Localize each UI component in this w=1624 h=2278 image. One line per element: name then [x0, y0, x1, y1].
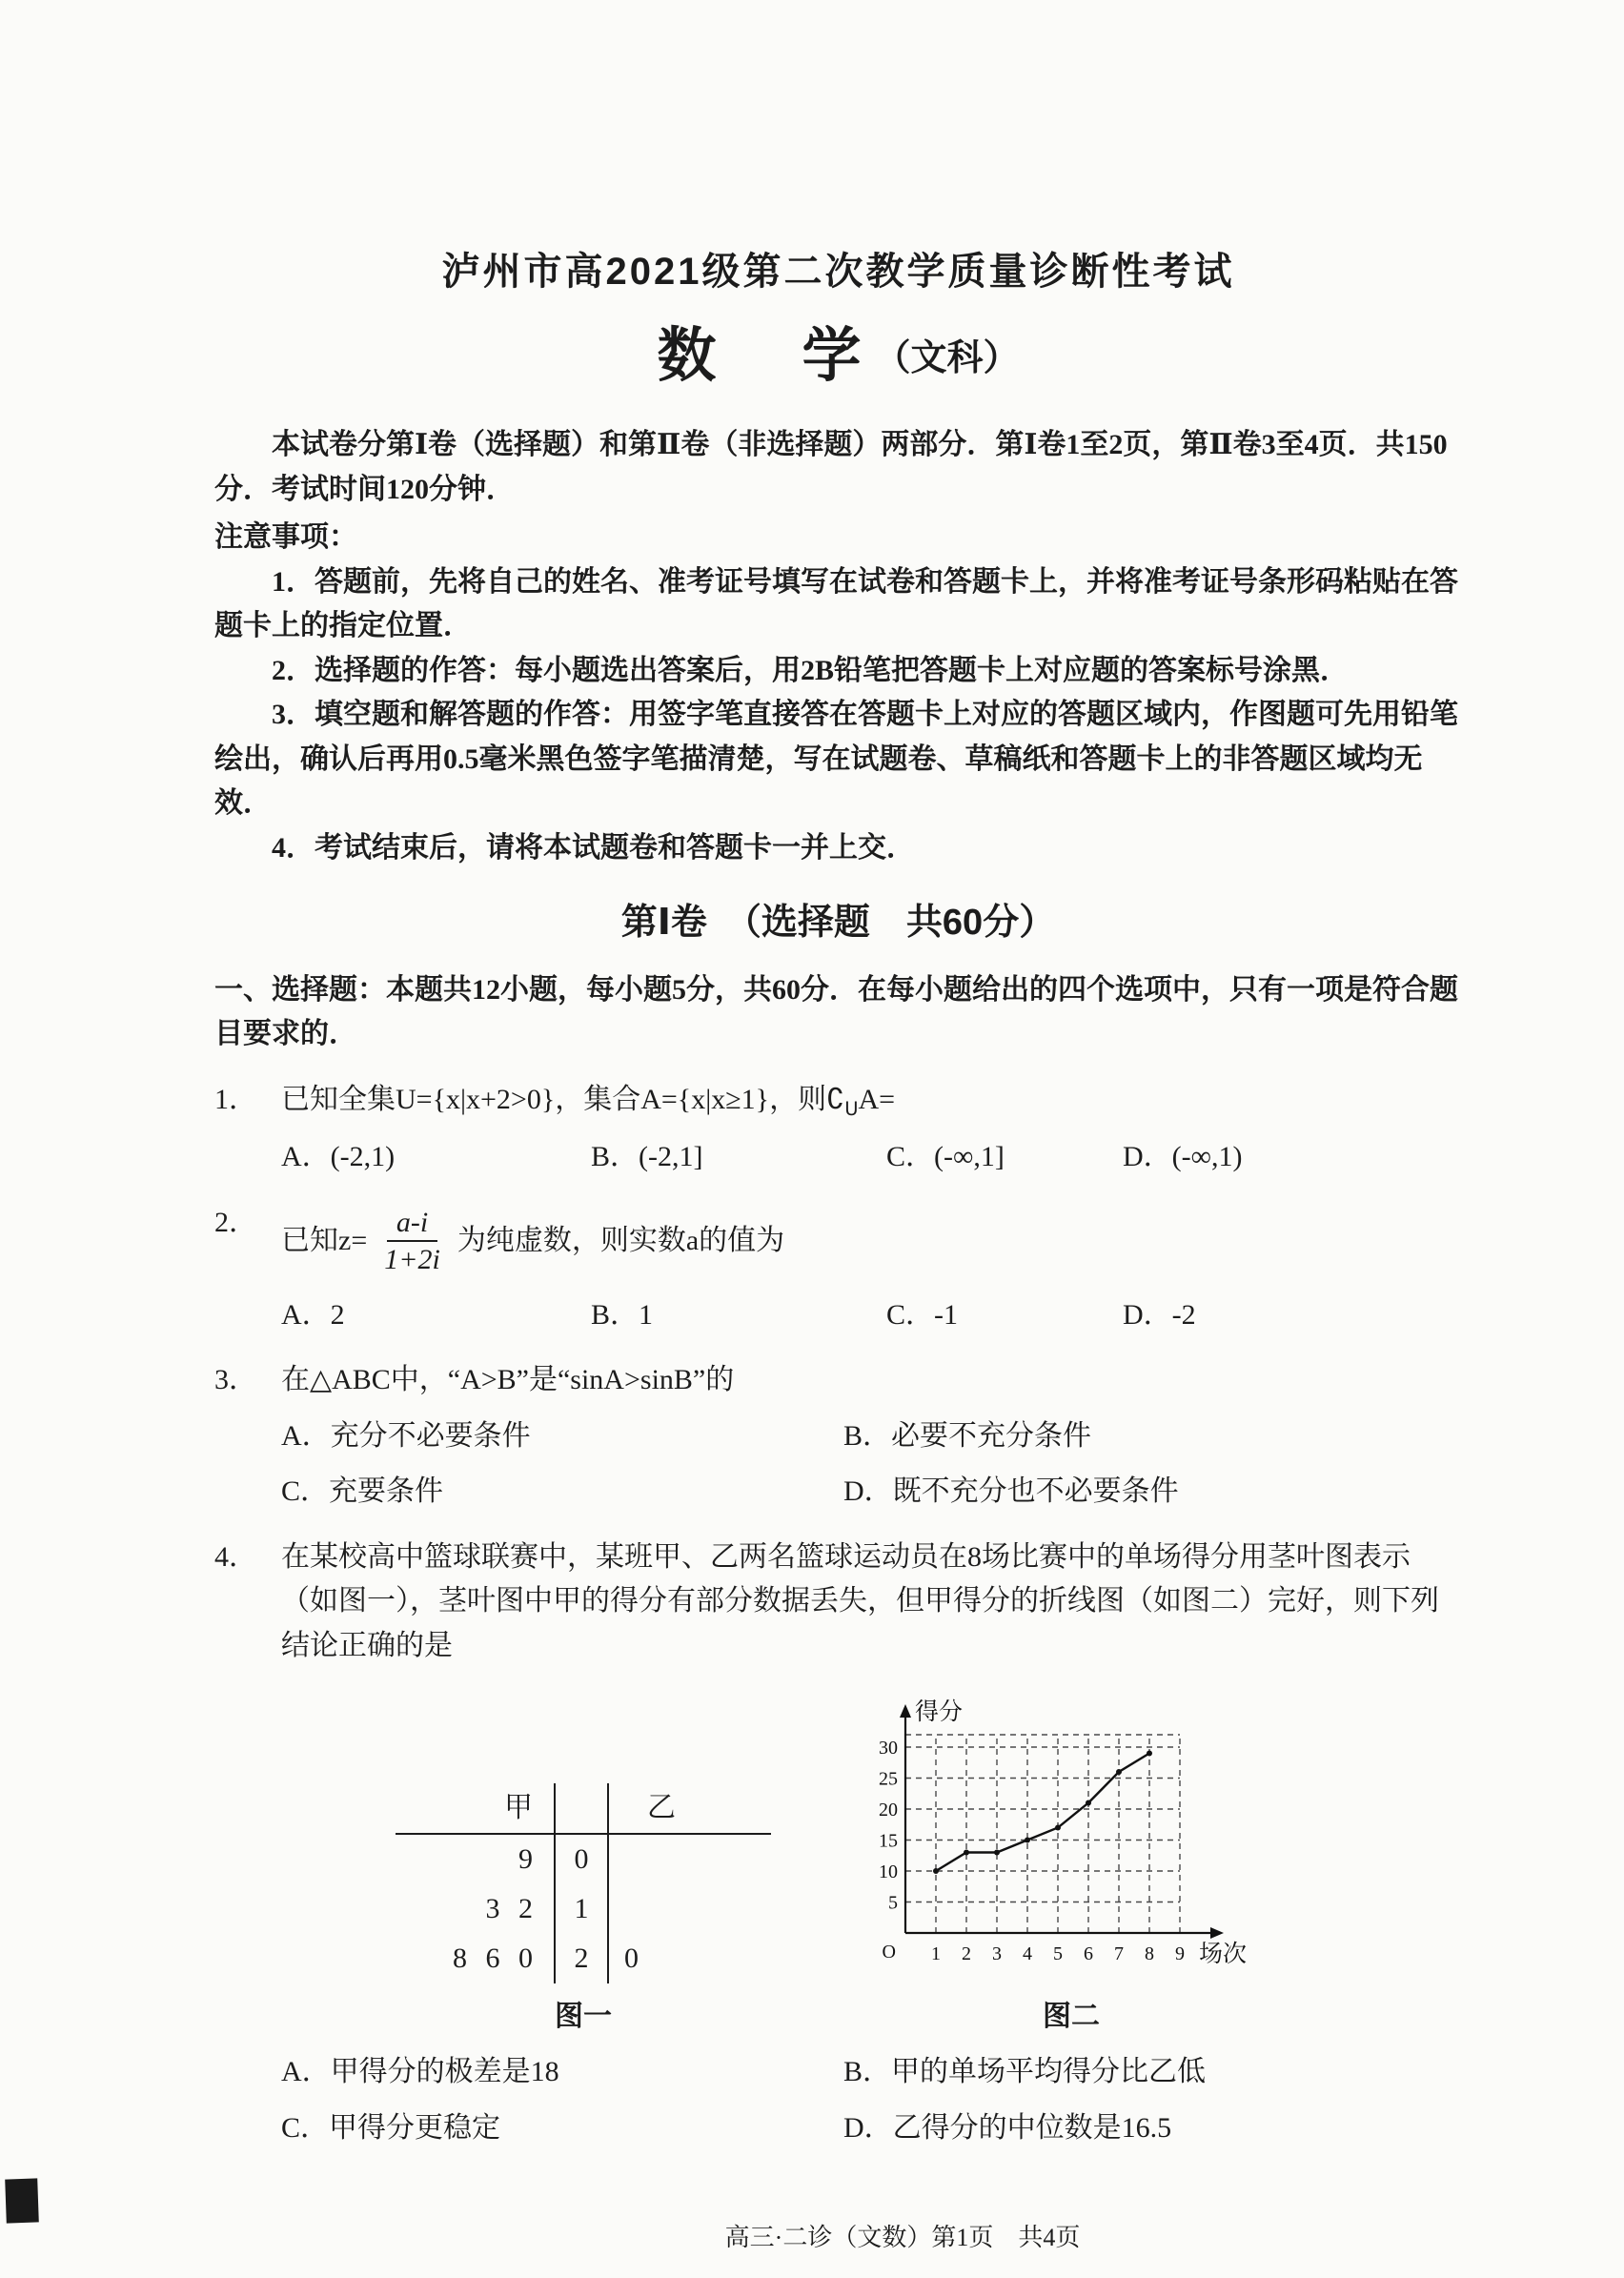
- question-4-stem: [281, 1536, 1462, 1669]
- svg-text:2: 2: [962, 1943, 971, 1965]
- stem-value: 2: [554, 1934, 609, 1983]
- svg-text:O: O: [882, 1942, 896, 1963]
- option-d: D．-2: [1123, 1298, 1196, 1331]
- question-4-options-row-2: [281, 2106, 1462, 2151]
- stem-leaf-header: [396, 1783, 771, 1835]
- question-2-options: [281, 1293, 1462, 1338]
- option-c: C．(-∞,1]: [886, 1141, 1005, 1173]
- question-2: [214, 1201, 1462, 1282]
- stem-text: A=: [858, 1083, 896, 1115]
- question-1-options: [281, 1135, 1462, 1180]
- option-b: B．甲的单场平均得分比乙低: [843, 2056, 1207, 2088]
- stem-leaf-row: [396, 1884, 771, 1934]
- question-2-stem: [281, 1201, 1462, 1282]
- svg-text:5: 5: [888, 1892, 898, 1914]
- option-a: A．(-2,1): [281, 1141, 396, 1173]
- notice-item-4: 4．考试结束后，请将本试题卷和答题卡一并上交．: [272, 831, 915, 864]
- exam-description: 本试卷分第Ⅰ卷（选择题）和第Ⅱ卷（非选择题）两部分．第Ⅰ卷1至2页，第Ⅱ卷3至4页．共150分．考试时间120分钟．: [214, 429, 1448, 505]
- question-3: [214, 1358, 1462, 1403]
- leaf-right: [609, 1884, 748, 1934]
- fraction: [375, 1205, 450, 1278]
- leaf-right: 0: [624, 1942, 639, 1974]
- option-c: C．-1: [886, 1298, 958, 1331]
- svg-text:25: 25: [879, 1768, 898, 1790]
- complement-glyph: ∁: [826, 1082, 845, 1116]
- question-3-stem: [281, 1358, 1462, 1403]
- svg-text:7: 7: [1114, 1943, 1124, 1965]
- svg-text:20: 20: [879, 1800, 898, 1821]
- svg-text:5: 5: [1053, 1943, 1063, 1965]
- svg-text:6: 6: [1084, 1943, 1093, 1965]
- question-4-number: 4．: [214, 1540, 257, 1573]
- subject-name: 数 学: [657, 323, 875, 389]
- option-a: A．充分不必要条件: [281, 1419, 531, 1452]
- svg-text:30: 30: [879, 1738, 898, 1759]
- svg-text:15: 15: [879, 1830, 898, 1852]
- question-4-figures: [396, 1683, 1462, 2039]
- line-chart-figure: [862, 1683, 1281, 2039]
- exam-title: 泸州市高2021级第二次教学质量诊断性考试: [441, 251, 1235, 293]
- stem-text: 已知全集U={x|x+2>0}，集合A={x|x≥1}，则: [281, 1083, 827, 1115]
- svg-text:3: 3: [992, 1943, 1002, 1965]
- question-3-options-row-1: [281, 1414, 1462, 1459]
- leaf-left: 9: [518, 1842, 538, 1875]
- notice-item-3: 3．填空题和解答题的作答：用签字笔直接答在答题卡上对应的答题区域内，作图题可先用铅笔绘出，确认后再用0.5毫米黑色签字笔描清楚，写在试题卷、草稿纸和答题卡上的非答题区域均无效．: [214, 699, 1458, 820]
- stem-leaf-figure: [396, 1783, 771, 2040]
- option-a: A．甲得分的极差是18: [281, 2056, 559, 2088]
- option-c: C．充要条件: [281, 1475, 444, 1508]
- svg-text:8: 8: [1145, 1943, 1154, 1965]
- option-d: D．乙得分的中位数是16.5: [843, 2111, 1172, 2144]
- option-d: D．既不充分也不必要条件: [843, 1475, 1179, 1508]
- leaf-left: 8 6 0: [453, 1942, 538, 1974]
- question-2-number: 2．: [214, 1206, 257, 1238]
- option-b: B．必要不充分条件: [843, 1419, 1092, 1452]
- page-footer: 高三·二诊（文数）第1页 共4页: [724, 2224, 1081, 2251]
- stem-leaf-plot: [396, 1783, 771, 1983]
- option-d: D．(-∞,1): [1123, 1141, 1243, 1173]
- stem-leaf-row: [396, 1835, 771, 1884]
- svg-text:得分: 得分: [915, 1699, 964, 1726]
- stem-text: 在△ABC中，“A>B”是“sinA>sinB”的: [281, 1364, 735, 1396]
- subject-line: [214, 311, 1462, 402]
- leaf-left: 3 2: [485, 1892, 538, 1924]
- scan-corner-mark: [5, 2178, 39, 2223]
- stem-value: 1: [554, 1884, 609, 1934]
- figure-1-caption: 图一: [555, 2000, 612, 2032]
- svg-text:9: 9: [1175, 1943, 1185, 1965]
- leaf-right: [609, 1835, 748, 1884]
- stem-leaf-header-right: 乙: [647, 1791, 676, 1823]
- option-a: A．2: [281, 1298, 345, 1331]
- question-1: [214, 1078, 1462, 1124]
- stem-value: 0: [554, 1835, 609, 1884]
- figure-2-caption: 图二: [1043, 2000, 1100, 2032]
- option-b: B．(-2,1]: [591, 1141, 703, 1173]
- complement-subscript: U: [844, 1097, 859, 1120]
- section-1-title: 第Ⅰ卷 （选择题 共60分）: [620, 903, 1056, 944]
- question-4-options-row-1: [281, 2050, 1462, 2095]
- svg-text:1: 1: [931, 1943, 941, 1965]
- option-c: C．甲得分更稳定: [281, 2111, 501, 2144]
- svg-text:10: 10: [879, 1861, 898, 1883]
- stem-text: 已知z=: [281, 1224, 368, 1256]
- stem-text: 在某校高中篮球联赛中，某班甲、乙两名篮球运动员在8场比赛中的单场得分用茎叶图表示（如图一），茎叶图中甲的得分有部分数据丢失，但甲得分的折线图（如图二）完好，则下列结论正确的是: [281, 1540, 1439, 1661]
- question-1-number: 1．: [214, 1083, 257, 1115]
- notice-heading: 注意事项：: [214, 521, 357, 554]
- complement-symbol: [826, 1082, 859, 1120]
- fraction-denominator: 1+2i: [384, 1244, 440, 1276]
- notice-item-1: 1．答题前，先将自己的姓名、准考证号填写在试卷和答题卡上，并将准考证号条形码粘贴在答题卡上的指定位置．: [214, 565, 1458, 642]
- svg-text:4: 4: [1023, 1943, 1032, 1965]
- stem-leaf-header-left: 甲: [504, 1791, 538, 1823]
- fraction-numerator: a-i: [387, 1205, 437, 1243]
- question-1-stem: [281, 1078, 1462, 1124]
- notice-item-2: 2．选择题的作答：每小题选出答案后，用2B铅笔把答题卡上对应题的答案标号涂黑．: [272, 654, 1350, 686]
- section-1-instructions: 一、选择题：本题共12小题，每小题5分，共60分．在每小题给出的四个选项中，只有一项是符合题目要求的．: [214, 973, 1458, 1050]
- stem-leaf-row: [396, 1934, 771, 1983]
- subject-type: （文科）: [874, 338, 1020, 378]
- line-chart: [862, 1683, 1281, 1979]
- question-4: [214, 1536, 1462, 1669]
- question-3-number: 3．: [214, 1364, 257, 1396]
- svg-text:场次: 场次: [1199, 1942, 1248, 1968]
- stem-leaf-header-stem: [554, 1783, 609, 1833]
- stem-text: 为纯虚数，则实数a的值为: [457, 1224, 785, 1256]
- option-b: B．1: [591, 1298, 654, 1331]
- question-3-options-row-2: [281, 1470, 1462, 1515]
